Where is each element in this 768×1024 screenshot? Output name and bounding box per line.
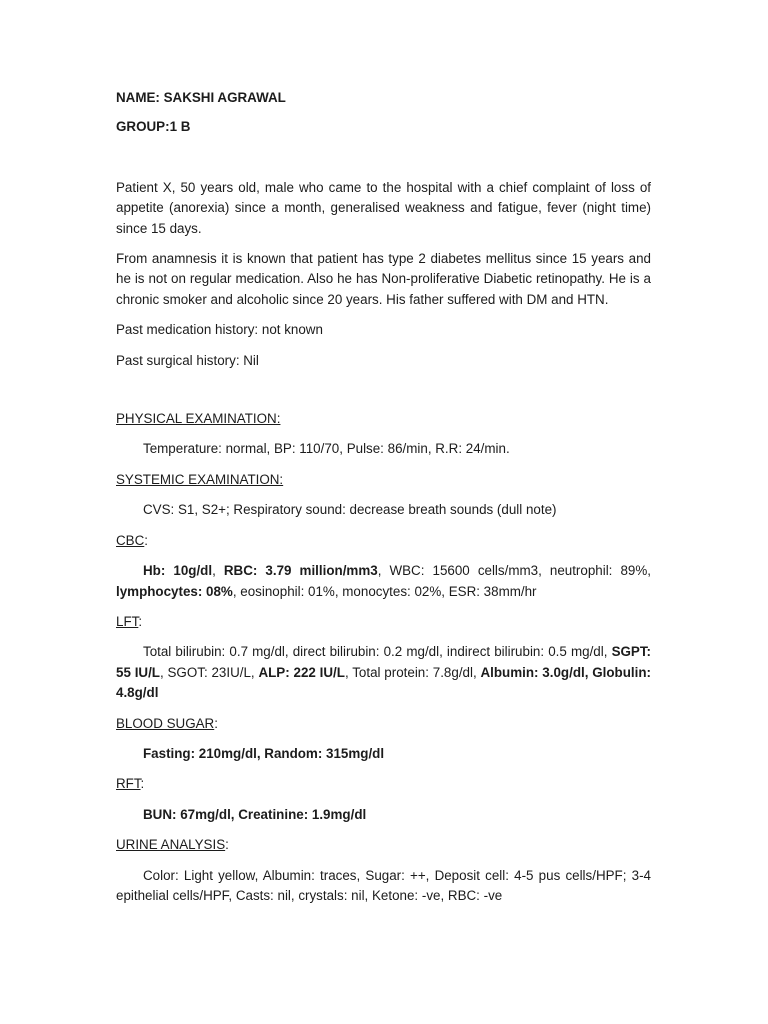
rft-heading-colon: : [140, 776, 145, 792]
group-label: GROUP:1 B [116, 119, 191, 135]
cbc-hb: Hb: 10g/dl [143, 563, 213, 579]
cbc-mid: , WBC: 15600 cells/mm3, neutrophil: 89%, [377, 563, 651, 579]
document-body [116, 88, 651, 906]
blood-sugar-heading [116, 714, 651, 734]
lft-heading [116, 612, 651, 632]
past-medication-history: Past medication history: not known [116, 322, 323, 338]
cbc-heading-colon: : [144, 532, 149, 548]
cbc-results [116, 561, 651, 602]
urine-heading [116, 835, 651, 855]
blood-sugar-heading-text: BLOOD SUGAR [116, 715, 215, 731]
blood-sugar-results: Fasting: 210mg/dl, Random: 315mg/dl [143, 745, 385, 761]
cbc-sep: , [212, 563, 224, 579]
patient-name: NAME: SAKSHI AGRAWAL [116, 90, 286, 105]
systemic-exam-heading [116, 470, 651, 490]
rft-results: BUN: 67mg/dl, Creatinine: 1.9mg/dl [143, 806, 367, 822]
physical-exam-heading [116, 409, 651, 429]
history-anamnesis: From anamnesis it is known that patient has type 2 diabetes mellitus since 15 years and he is not on regular medication. Also he has Non-proliferative Diabetic retinopathy. He is a chronic smoker and alcoholic since 20 years. His father suffered with DM and HTN. [116, 251, 651, 307]
rft-heading [116, 774, 651, 794]
lft-albumin-globulin: Albumin: 3.0g/dl, Globulin: 4.8g/dl [116, 664, 651, 701]
physical-exam-heading-text: PHYSICAL EXAMINATION: [116, 411, 281, 427]
lft-lead: Total bilirubin: 0.7 mg/dl, direct bilirubin: 0.2 mg/dl, indirect bilirubin: 0.5 mg/dl, [143, 644, 612, 660]
systemic-exam-text: CVS: S1, S2+; Respiratory sound: decrease breath sounds (dull note) [143, 502, 557, 518]
rft-heading-text: RFT [116, 776, 141, 792]
urine-heading-colon: : [225, 837, 229, 853]
lft-sgpt: SGPT: 55 IU/L [116, 644, 651, 680]
lft-results [116, 642, 651, 703]
systemic-exam-heading-text: SYSTEMIC EXAMINATION: [116, 471, 284, 487]
lft-heading-text: LFT [116, 613, 139, 629]
lft-mid1: , SGOT: 23IU/L, [159, 664, 259, 680]
cbc-heading [116, 531, 651, 551]
lft-mid2: , Total protein: 7.8g/dl, [344, 664, 481, 680]
cbc-rbc: RBC: 3.79 million/mm3 [223, 563, 378, 579]
urine-heading-text: URINE ANALYSIS [116, 837, 226, 853]
urine-results: Color: Light yellow, Albumin: traces, Sugar: ++, Deposit cell: 4-5 pus cells/HPF; 3-4 epithelial cells/HPF, Casts: nil, crystals: nil, Ketone: -ve, RBC: -ve [116, 867, 651, 903]
cbc-heading-text: CBC [116, 532, 145, 548]
physical-exam-text: Temperature: normal, BP: 110/70, Pulse: 86/min, R.R: 24/min. [143, 441, 510, 457]
past-surgical-history: Past surgical history: Nil [116, 352, 259, 368]
history-intro: Patient X, 50 years old, male who came to the hospital with a chief complaint of loss of appetite (anorexia) since a month, generalised weakness and fatigue, fever (night time) since 15 days. [116, 179, 651, 236]
lft-alp: ALP: 222 IU/L [258, 664, 345, 680]
lft-heading-colon: : [138, 613, 143, 629]
blood-sugar-heading-colon: : [214, 715, 218, 731]
cbc-tail: , eosinophil: 01%, monocytes: 02%, ESR: 38mm/hr [232, 583, 537, 599]
cbc-lymphocytes: lymphocytes: 08% [116, 583, 233, 599]
